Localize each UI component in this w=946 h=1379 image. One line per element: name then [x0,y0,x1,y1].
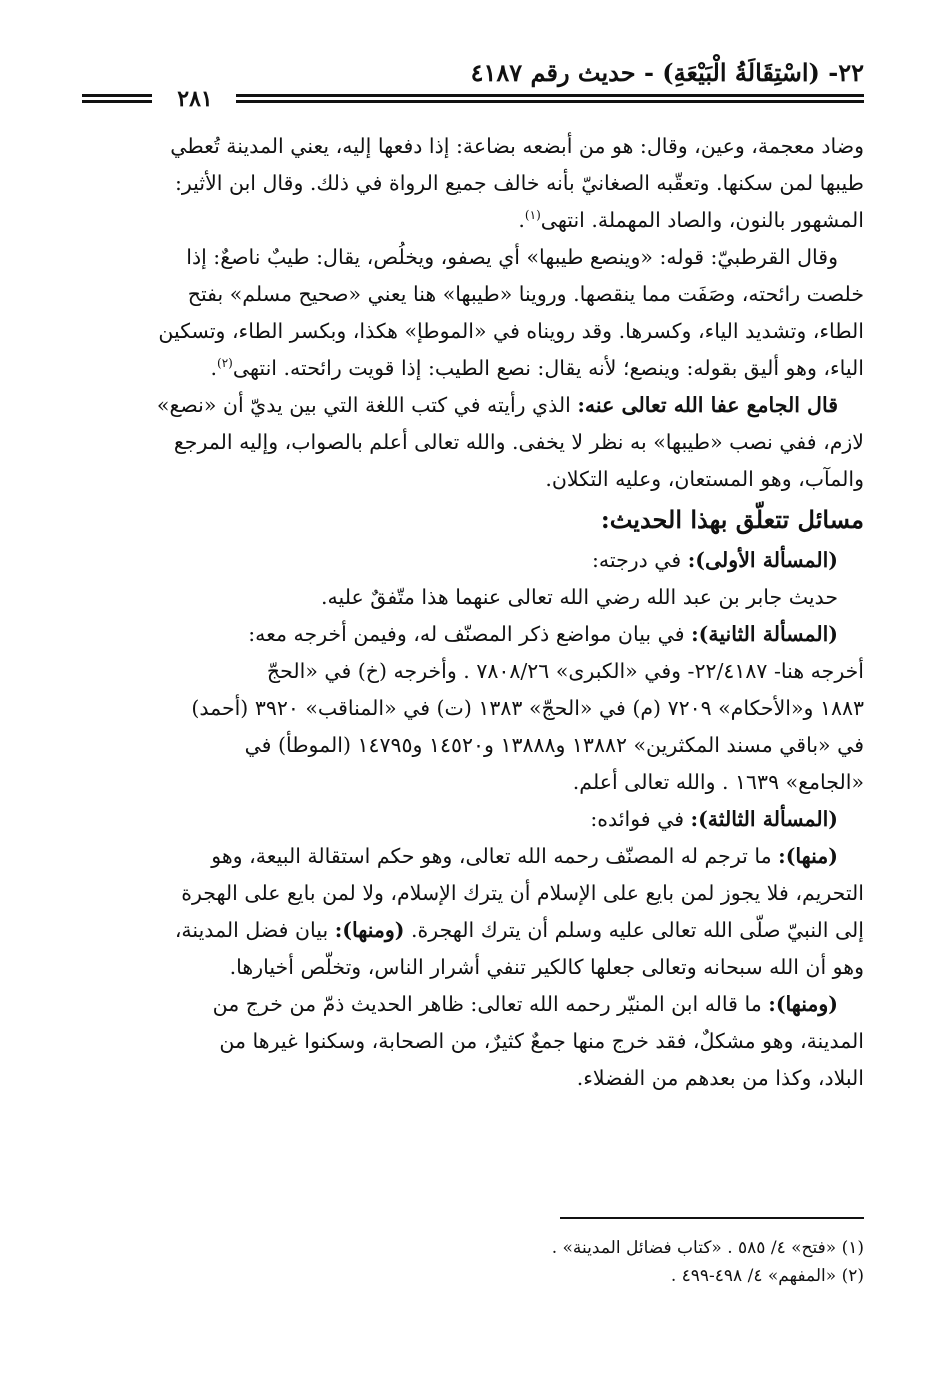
main-text [82,128,864,1097]
benefit-label: (منها): [778,844,838,868]
text-line: أخرجه هنا- ٢٢/٤١٨٧- وفي «الكبرى» ٧٨٠٨/٢٦ . وأخرجه (خ) في «الحجّ [266,659,864,683]
author-remark-label: قال الجامع عفا الله تعالى عنه: [577,393,838,417]
benefit-label: (ومنها): [768,992,838,1016]
text-line: إلى النبيّ صلّى الله تعالى عليه وسلم أن يترك الهجرة. (ومنها): بيان فضل المدينة، [174,918,864,942]
text-line: والمآب، وهو المستعان، وعليه التكلان. [545,467,864,491]
text-line: طيبها لمن سكنها. وتعقّبه الصغانيّ بأنه خالف جميع الرواة في ذلك. وقال ابن الأثير: [174,171,864,195]
text-line: (منها): ما ترجم له المصنّف رحمه الله تعالى، وهو حكم استقالة البيعة، وهو [211,844,838,868]
text-line: وهو أن الله سبحانه وتعالى جعلها كالكير تنفي أشرار الناس، وتخلّص أخيارها. [229,955,864,979]
text-line: التحريم، فلا يجوز لمن بايع على الإسلام أن يترك الإسلام، ولا لمن بايع على الهجرة [181,881,864,905]
issue-label: (المسألة الثالثة): [690,807,838,831]
header-rule-short [82,94,152,108]
running-head: ٢٢- (اسْتِقَالَةُ الْبَيْعَةِ) - حديث رقم ٤١٨٧ [470,58,864,87]
text-line: المشهور بالنون، والصاد المهملة. انتهى$^{(١)}$. [518,208,864,232]
text-line: لازم، ففي نصب «طيبها» به نظر لا يخفى. والله تعالى أعلم بالصواب، وإليه المرجع [173,430,864,454]
text-line: حديث جابر بن عبد الله رضي الله تعالى عنهما هذا متّفقٌ عليه. [321,585,838,609]
header-rule [236,94,864,108]
section-heading: مسائل تتعلّق بهذا الحديث: [600,505,864,534]
text-line: المدينة، وهو مشكلٌ، فقد خرج منها جمعٌ كثيرٌ، من الصحابة، وسكنوا غيرها من [219,1029,864,1053]
issue-label: (المسألة الثانية): [691,622,838,646]
benefit-label: (ومنها): [334,918,405,942]
text-line: ١٨٨٣ و«الأحكام» ٧٢٠٩ (م) في «الحجّ» ١٣٨٣ (ت) في «المناقب» ٣٩٢٠ (أحمد) [191,696,864,720]
footnote: (٢) «المفهم» ٤/ ٤٩٨-٤٩٩ . [670,1266,864,1286]
text-line: قال الجامع عفا الله تعالى عنه: الذي رأيته في كتب اللغة التي بين يديّ أن «نصع» [156,393,838,417]
text-line: الطاء، وتشديد الياء، وكسرها. وقد رويناه في «الموطإ» هكذا، وبكسر الطاء، وتسكين [158,319,864,343]
text-line: (ومنها): ما قاله ابن المنيّر رحمه الله تعالى: ظاهر الحديث ذمّ من خرج من [212,992,838,1016]
text-line: (المسألة الثالثة): في فوائده: [590,807,838,831]
footnotes [82,1234,864,1290]
footnote-separator [560,1217,864,1219]
text-line: وقال القرطبيّ: قوله: «وينصع طيبها» أي يصفو، ويخلُص، يقال: طيبٌ ناصعٌ: إذا [186,245,838,269]
footnote: (١) «فتح» ٤/ ٥٨٥ . «كتاب فضائل المدينة» . [551,1238,864,1258]
text-line: البلاد، وكذا من بعدهم من الفضلاء. [576,1066,864,1090]
text-line: في «باقي مسند المكثرين» ١٣٨٨٢ و١٣٨٨٨ و١٤٥٢٠ و١٤٧٩٥ (الموطأ) في [244,733,864,757]
footnote-marker: (٢) [217,356,233,371]
text-line: (المسألة الأولى): في درجته: [591,548,838,572]
issue-label: (المسألة الأولى): [687,548,838,572]
text-line: خلصت رائحته، وصَفَت مما ينقصها. وروينا «طيبها» هنا يعني «صحيح مسلم» بفتح [187,282,864,306]
text-line: الياء، وهو أليق بقوله: وينصع؛ لأنه يقال: نصع الطيب: إذا قويت رائحته. انتهى$^{(٢)}$. [210,356,864,380]
text-line: (المسألة الثانية): في بيان مواضع ذكر المصنّف له، وفيمن أخرجه معه: [248,622,838,646]
text-line: «الجامع» ١٦٣٩ . والله تعالى أعلم. [572,770,864,794]
footnote-marker: (١) [524,208,541,223]
page-number: ٢٨١ [177,86,213,112]
text-line: وضاد معجمة، وعين، وقال: هو من أبضعه بضاعة: إذا دفعها إليه، يعني المدينة تُعطي [170,134,864,158]
